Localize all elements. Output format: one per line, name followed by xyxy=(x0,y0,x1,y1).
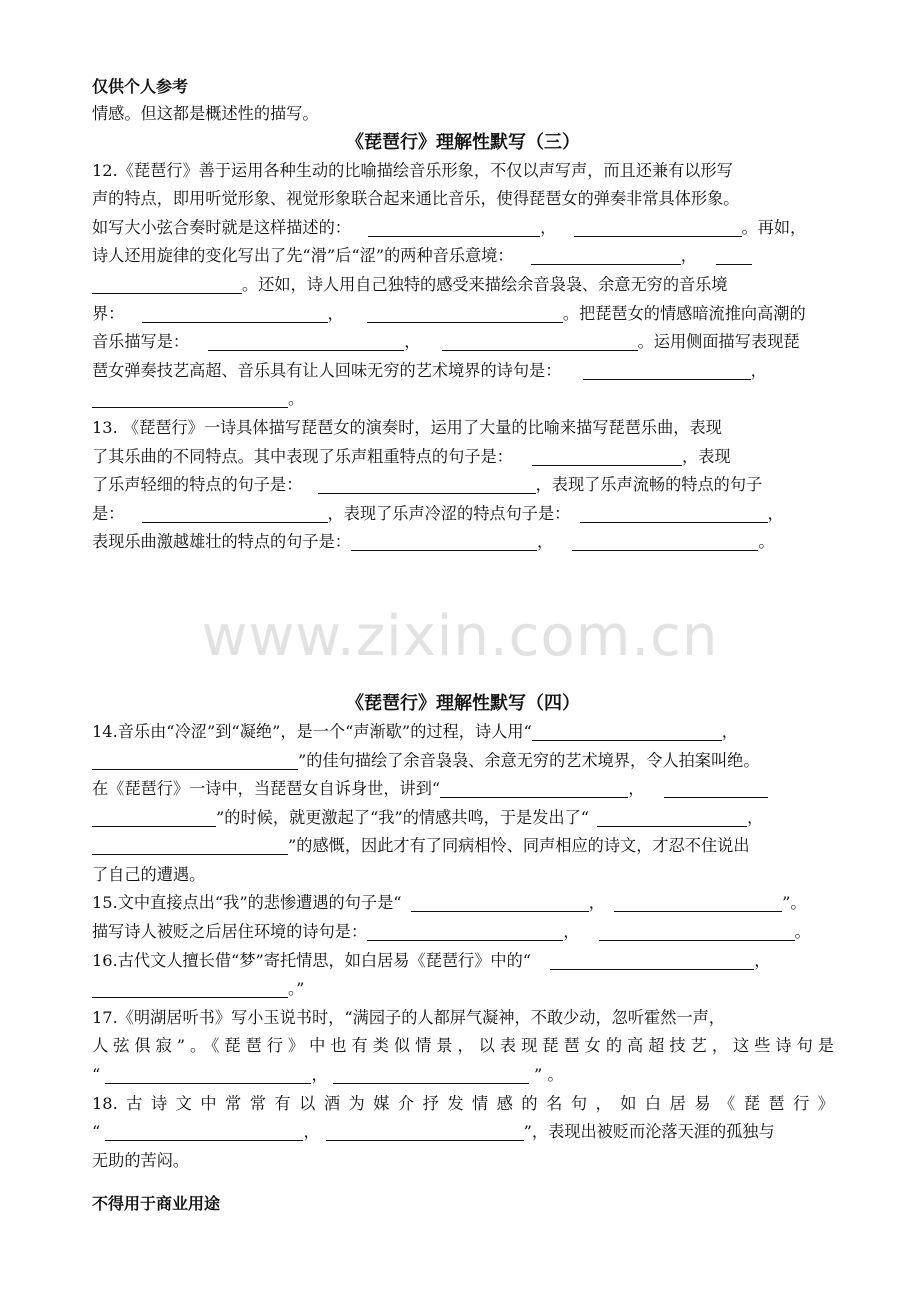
q14-line-5 xyxy=(92,832,834,861)
q12-line-5 xyxy=(92,271,834,300)
q14-text: ”的佳句描绘了余音袅袅、余意无穷的艺术境界，令人拍案叫绝。 xyxy=(298,750,760,770)
answer-blank[interactable] xyxy=(92,808,216,827)
answer-blank[interactable] xyxy=(142,504,328,523)
q12-text: ， xyxy=(680,246,697,266)
answer-blank[interactable] xyxy=(614,893,782,912)
q17-text: “ xyxy=(92,1065,101,1085)
q12-text: 琶女弹奏技艺高超、音乐具有让人回味无穷的艺术境界的诗句是： xyxy=(92,360,562,380)
q13-text: ， xyxy=(767,503,784,523)
q15-text: ， xyxy=(563,922,580,942)
answer-blank[interactable] xyxy=(208,332,404,351)
answer-blank[interactable] xyxy=(105,1065,311,1084)
q12-text: 如写大小弦合奏时就是这样描述的： xyxy=(92,217,351,237)
q12-text: 。 xyxy=(288,389,305,409)
answer-blank[interactable] xyxy=(367,304,563,323)
answer-blank[interactable] xyxy=(440,779,628,798)
q16-text: ， xyxy=(754,950,771,970)
q12-line-3 xyxy=(92,214,834,243)
q16-line-2 xyxy=(92,975,834,1004)
answer-blank[interactable] xyxy=(142,304,328,323)
question-17 xyxy=(92,1004,834,1090)
q14-text: ”的时候，就更激起了“我”的情感共鸣，于是发出了“ xyxy=(216,807,590,827)
answer-blank[interactable] xyxy=(716,246,752,265)
section3-title: 《琵琶行》理解性默写（三） xyxy=(346,131,580,153)
q12-text: 。还如，诗人用自己独特的感受来描绘余音袅袅、余意无穷的音乐境 xyxy=(242,274,728,294)
answer-blank[interactable] xyxy=(318,475,536,494)
q18-text: ”，表现出被贬而沦落天涯的孤独与 xyxy=(523,1122,775,1142)
answer-blank[interactable] xyxy=(411,893,589,912)
q14-text: 14.音乐由“冷涩”到“凝绝”，是一个“声渐歇”的过程，诗人用“ xyxy=(92,721,532,741)
answer-blank[interactable] xyxy=(92,836,288,855)
q13-text: ， xyxy=(537,532,554,552)
question-12 xyxy=(92,157,834,414)
question-16 xyxy=(92,947,834,1004)
q14-line-4 xyxy=(92,804,834,833)
answer-blank[interactable] xyxy=(531,246,681,265)
answer-blank[interactable] xyxy=(92,275,242,294)
answer-blank[interactable] xyxy=(368,218,540,237)
question-15 xyxy=(92,889,834,946)
question-13 xyxy=(92,414,834,557)
header-note: 仅供个人参考 xyxy=(92,77,189,96)
answer-blank[interactable] xyxy=(92,389,288,408)
q14-text: 在《琵琶行》一诗中，当琵琶女自诉身世，讲到“ xyxy=(92,779,441,799)
q12-text: ， xyxy=(750,360,767,380)
q13-text: 表现乐曲激越雄壮的特点的句子是： xyxy=(92,532,351,552)
q14-text: ， xyxy=(628,779,645,799)
q18-text: “ xyxy=(92,1122,101,1142)
q12-line-6 xyxy=(92,300,834,329)
q18-text: ， xyxy=(303,1122,320,1142)
q14-line-6: 了自己的遭遇。 xyxy=(92,864,206,884)
answer-blank[interactable] xyxy=(92,979,288,998)
q14-text: ”的感慨，因此才有了同病相怜、同声相应的诗文，才忍不住说出 xyxy=(288,836,750,856)
answer-blank[interactable] xyxy=(532,447,682,466)
q13-line-5 xyxy=(92,528,834,557)
q13-text: 。 xyxy=(758,532,775,552)
answer-blank[interactable] xyxy=(597,808,747,827)
watermark: www.zixin.com.cn xyxy=(201,604,719,669)
q18-line-1: 18.古诗文中常常有以酒为媒介抒发情感的名句，如白居易《琵琶行》 xyxy=(92,1093,834,1113)
answer-blank[interactable] xyxy=(580,504,768,523)
q18-line-3: 无助的苦闷。 xyxy=(92,1150,190,1170)
q12-line-2: 声的特点，即用听觉形象、视觉形象联合起来通比音乐，使得琵琶女的弹奏非常具体形象。 xyxy=(92,189,740,209)
answer-blank[interactable] xyxy=(550,951,754,970)
q18-line-2 xyxy=(92,1118,834,1147)
answer-blank[interactable] xyxy=(105,1122,303,1141)
q13-line-1: 13. 《琵琶行》一诗具体描写琵琶女的演奏时，运用了大量的比喻来描写琵琶乐曲，表现 xyxy=(92,417,722,437)
answer-blank[interactable] xyxy=(333,1065,529,1084)
q14-line-1 xyxy=(92,718,834,747)
answer-blank[interactable] xyxy=(326,1122,524,1141)
q12-text: 。运用侧面描写表现琵 xyxy=(637,332,800,352)
q14-line-2 xyxy=(92,747,834,776)
q16-line-1 xyxy=(92,947,834,976)
footer-note: 不得用于商业用途 xyxy=(92,1194,221,1213)
q17-line-2: 人弦俱寂”。《琵琶行》中也有类似情景，以表现琵琶女的高超技艺，这些诗句是 xyxy=(92,1036,834,1056)
q13-line-3 xyxy=(92,471,834,500)
q15-text: 15.文中直接点出“我”的悲惨遭遇的句子是“ xyxy=(92,893,402,913)
question-18 xyxy=(92,1090,834,1176)
q14-text: ， xyxy=(747,807,764,827)
q12-text: 音乐描写是： xyxy=(92,332,190,352)
q14-text: ， xyxy=(721,721,738,741)
q12-text: ， xyxy=(540,217,557,237)
q13-text: ，表现了乐声流畅的特点的句子 xyxy=(535,475,763,495)
answer-blank[interactable] xyxy=(532,722,722,741)
question-14 xyxy=(92,718,834,890)
q12-line-1: 12.《琵琶行》善于运用各种生动的比喻描绘音乐形象，不仅以声写声，而且还兼有以形写 xyxy=(92,160,733,180)
q12-line-7 xyxy=(92,328,834,357)
q15-text: ”。 xyxy=(782,893,807,913)
answer-blank[interactable] xyxy=(351,532,537,551)
q12-text: 界： xyxy=(92,303,125,323)
q14-line-3 xyxy=(92,775,834,804)
answer-blank[interactable] xyxy=(92,751,298,770)
q12-line-4 xyxy=(92,242,834,271)
answer-blank[interactable] xyxy=(574,218,742,237)
answer-blank[interactable] xyxy=(664,779,768,798)
section4-title: 《琵琶行》理解性默写（四） xyxy=(346,692,580,714)
q13-text: 了其乐曲的不同特点。其中表现了乐声粗重特点的句子是： xyxy=(92,446,513,466)
q12-text: 。再如， xyxy=(741,217,807,237)
q13-text: ，表现 xyxy=(682,446,731,466)
q12-text: 诗人还用旋律的变化写出了先“滑”后“涩”的两种音乐意境： xyxy=(92,246,514,266)
q17-text: ， xyxy=(311,1065,328,1085)
intro-line: 情感。但这都是概述性的描写。 xyxy=(92,104,319,123)
q13-text: 是： xyxy=(92,503,125,523)
q13-text: ，表现了乐声冷涩的特点句子是： xyxy=(327,503,571,523)
answer-blank[interactable] xyxy=(442,332,638,351)
q15-text: 描写诗人被贬之后居住环境的诗句是： xyxy=(92,922,368,942)
q12-line-9 xyxy=(92,385,834,414)
q16-text: 16.古代文人擅长借“梦”寄托情思，如白居易《琵琶行》中的“ xyxy=(92,950,532,970)
q12-line-8 xyxy=(92,357,834,386)
q13-line-2 xyxy=(92,443,834,472)
q15-line-2 xyxy=(92,918,834,947)
q17-line-3 xyxy=(92,1061,834,1090)
answer-blank[interactable] xyxy=(583,361,751,380)
q13-text: 了乐声轻细的特点的句子是： xyxy=(92,475,303,495)
q12-text: 。把琵琶女的情感暗流推向高潮的 xyxy=(562,303,806,323)
answer-blank[interactable] xyxy=(367,922,563,941)
q15-text: ， xyxy=(588,893,605,913)
q17-line-1: 17.《明湖居听书》写小玉说书时，“满园子的人都屏气凝神，不敢少动，忽听霍然一声， xyxy=(92,1007,725,1027)
q16-text: 。” xyxy=(288,979,305,999)
answer-blank[interactable] xyxy=(572,532,758,551)
q13-line-4 xyxy=(92,500,834,529)
answer-blank[interactable] xyxy=(599,922,795,941)
q12-text: ， xyxy=(327,303,344,323)
q12-text: ， xyxy=(404,332,421,352)
q15-line-1 xyxy=(92,889,834,918)
q17-text: ” 。 xyxy=(533,1065,564,1085)
q15-text: 。 xyxy=(794,922,811,942)
